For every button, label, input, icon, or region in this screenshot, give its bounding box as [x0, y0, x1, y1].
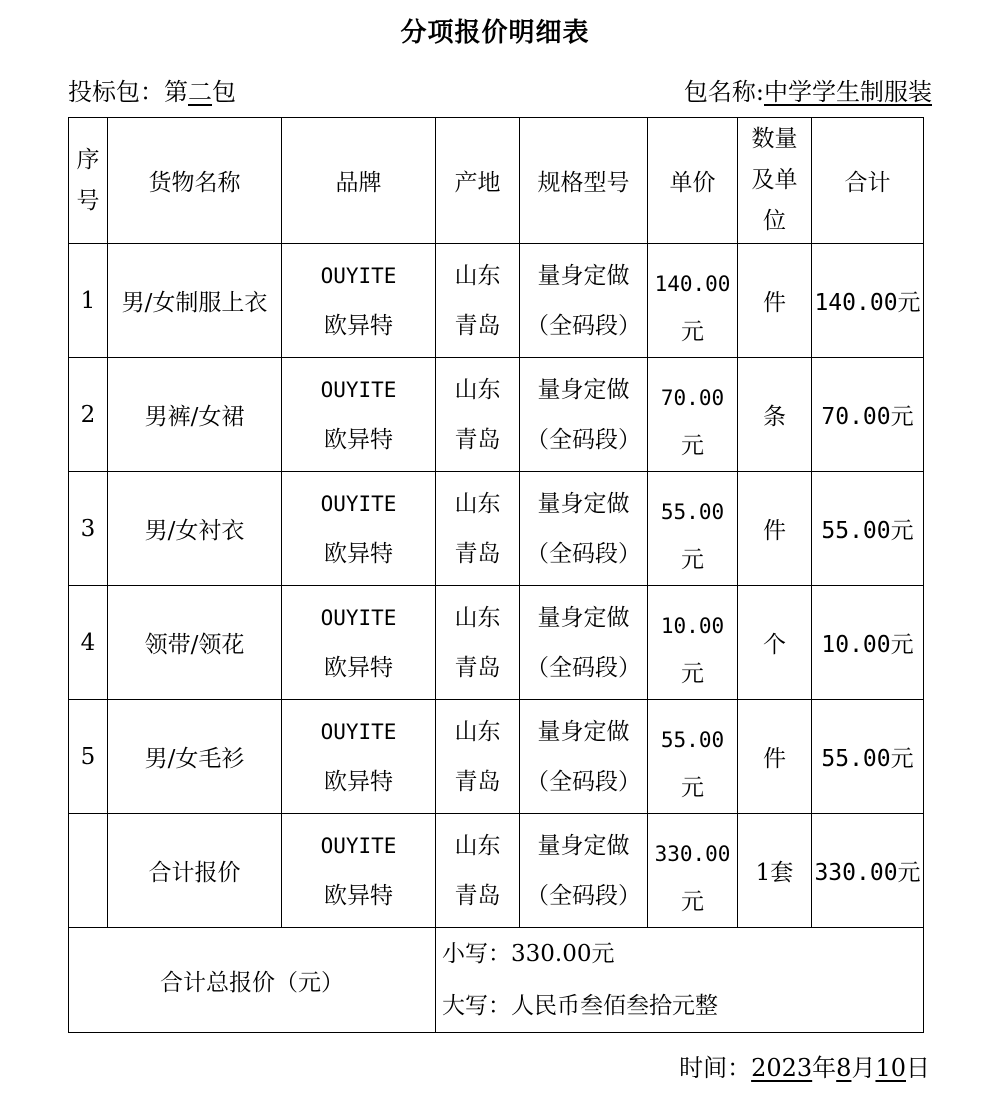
table-row: [69, 472, 924, 586]
table-row: [69, 814, 924, 928]
cell-brand: OUYITE 欧异特: [282, 700, 436, 814]
cell-seq: 1: [69, 244, 108, 358]
cell-origin: 山东 青岛: [436, 586, 520, 700]
table-row: [69, 700, 924, 814]
header-unit-price: 单价: [648, 118, 738, 244]
cell-total: 70.00元: [812, 358, 924, 472]
cell-brand: OUYITE 欧异特: [282, 472, 436, 586]
cell-brand: OUYITE 欧异特: [282, 586, 436, 700]
cell-quantity: 个: [738, 586, 812, 700]
bid-package-suffix: 包: [212, 78, 236, 106]
cell-seq: 2: [69, 358, 108, 472]
header-goods: 货物名称: [108, 118, 282, 244]
date-day: 10: [875, 1054, 906, 1082]
cell-total: 55.00元: [812, 700, 924, 814]
cell-unit-price: 140.00 元: [648, 244, 738, 358]
cell-unit-price: 55.00 元: [648, 472, 738, 586]
grand-total-uppercase: 大写：人民币叁佰叁拾元整: [442, 993, 718, 1019]
date-prefix: 时间：: [679, 1054, 752, 1082]
package-name-label: 包名称:: [683, 78, 764, 106]
date-year-label: 年: [812, 1054, 837, 1082]
header-spec: 规格型号: [520, 118, 648, 244]
cell-quantity: 件: [738, 700, 812, 814]
grand-total-lowercase: 小写：330.00元: [442, 941, 615, 967]
cell-seq: [69, 814, 108, 928]
cell-quantity: 条: [738, 358, 812, 472]
date-line: [679, 1048, 930, 1083]
cell-total: 10.00元: [812, 586, 924, 700]
cell-spec: 量身定做 （全码段）: [520, 586, 648, 700]
bid-package-label: 投标包：第: [68, 78, 188, 106]
cell-origin: 山东 青岛: [436, 472, 520, 586]
header-total: 合计: [812, 118, 924, 244]
cell-origin: 山东 青岛: [436, 814, 520, 928]
cell-total: 330.00元: [812, 814, 924, 928]
table-row: [69, 358, 924, 472]
bid-package: [68, 72, 236, 107]
table-row: [69, 244, 924, 358]
bid-package-number: 二: [188, 78, 212, 106]
cell-brand: OUYITE 欧异特: [282, 244, 436, 358]
quote-table: [68, 117, 924, 1033]
grand-total-values: [436, 928, 924, 1033]
cell-spec: 量身定做 （全码段）: [520, 244, 648, 358]
cell-origin: 山东 青岛: [436, 244, 520, 358]
cell-origin: 山东 青岛: [436, 700, 520, 814]
cell-seq: 5: [69, 700, 108, 814]
cell-quantity: 件: [738, 244, 812, 358]
cell-unit-price: 70.00 元: [648, 358, 738, 472]
header-brand: 品牌: [282, 118, 436, 244]
cell-spec: 量身定做 （全码段）: [520, 358, 648, 472]
cell-goods: 男/女制服上衣: [108, 244, 282, 358]
table-footer-row: [69, 928, 924, 1033]
cell-goods: 男/女毛衫: [108, 700, 282, 814]
table-header-row: [69, 118, 924, 244]
cell-goods: 领带/领花: [108, 586, 282, 700]
cell-total: 140.00元: [812, 244, 924, 358]
date-year: 2023: [751, 1054, 813, 1082]
cell-spec: 量身定做 （全码段）: [520, 472, 648, 586]
cell-brand: OUYITE 欧异特: [282, 814, 436, 928]
header-quantity-unit: 数量 及单 位: [738, 118, 812, 244]
cell-spec: 量身定做 （全码段）: [520, 814, 648, 928]
page-title: 分项报价明细表: [400, 18, 590, 48]
package-name: [684, 72, 932, 107]
package-name-value: 中学学生制服装: [764, 78, 932, 106]
cell-seq: 3: [69, 472, 108, 586]
date-month: 8: [836, 1054, 852, 1082]
grand-total-label: 合计总报价（元）: [69, 928, 436, 1033]
cell-unit-price: 330.00 元: [648, 814, 738, 928]
cell-goods: 男/女衬衣: [108, 472, 282, 586]
cell-unit-price: 55.00 元: [648, 700, 738, 814]
date-day-label: 日: [906, 1054, 930, 1082]
header-origin: 产地: [436, 118, 520, 244]
cell-quantity: 件: [738, 472, 812, 586]
table-row: [69, 586, 924, 700]
cell-unit-price: 10.00 元: [648, 586, 738, 700]
cell-total: 55.00元: [812, 472, 924, 586]
cell-spec: 量身定做 （全码段）: [520, 700, 648, 814]
cell-origin: 山东 青岛: [436, 358, 520, 472]
cell-brand: OUYITE 欧异特: [282, 358, 436, 472]
cell-quantity: 1套: [738, 814, 812, 928]
header-seq: 序 号: [69, 118, 108, 244]
cell-goods: 男裤/女裙: [108, 358, 282, 472]
cell-seq: 4: [69, 586, 108, 700]
cell-goods: 合计报价: [108, 814, 282, 928]
date-month-label: 月: [851, 1054, 876, 1082]
